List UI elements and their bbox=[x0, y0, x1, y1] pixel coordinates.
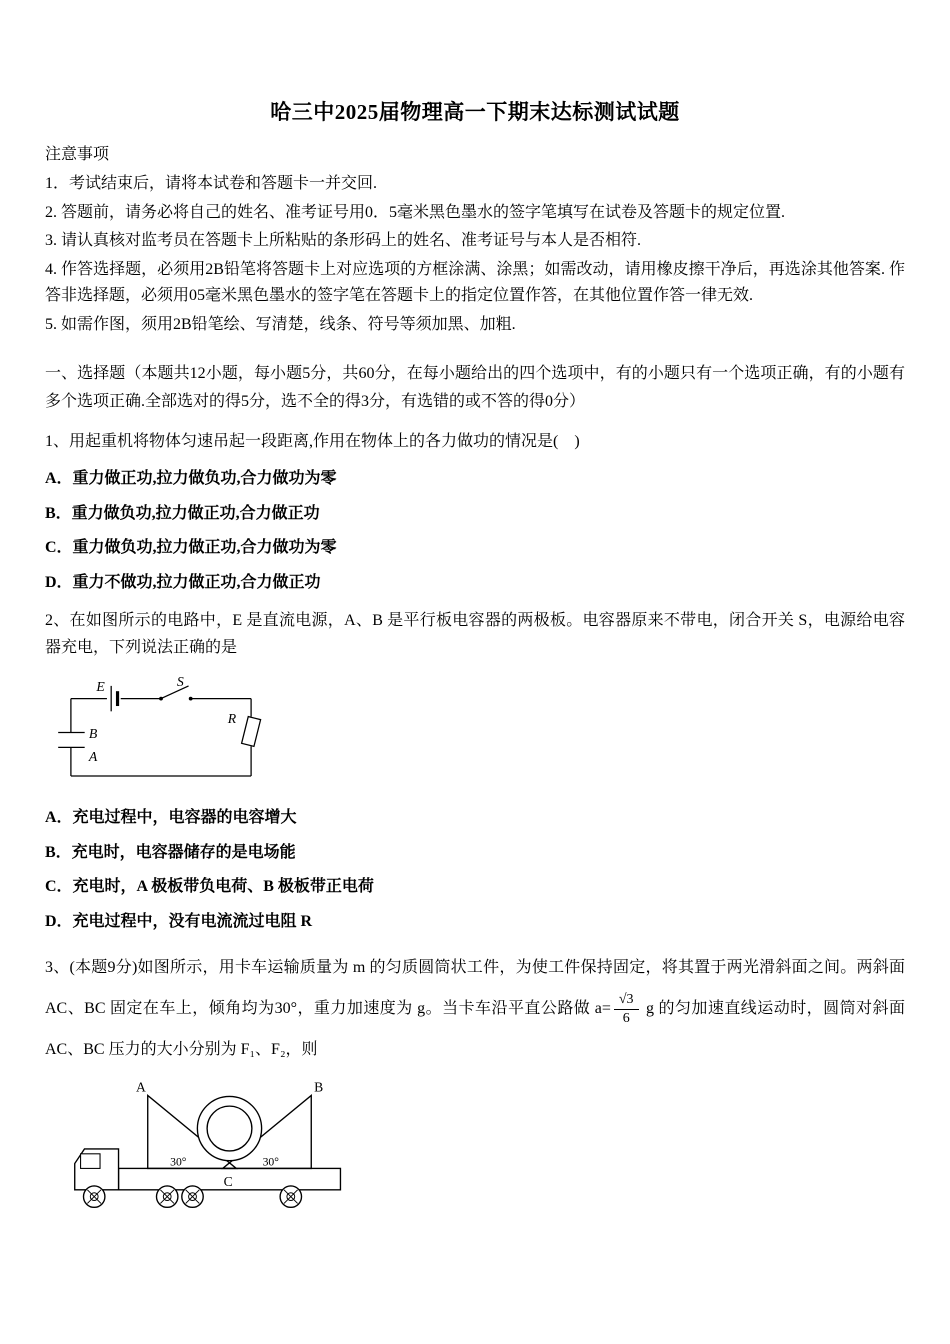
wheel bbox=[156, 1186, 177, 1207]
label-resistor-R: R bbox=[227, 710, 237, 726]
capacitor-icon bbox=[58, 732, 85, 747]
question-3-text-pre: 3、(本题9分)如图所示，用卡车运输质量为 m 的匀质圆筒状工件，为使工件保持固定，将其置于两光滑斜面之间。两斜面 AC、BC 固定在车上，倾角均为30°，重力加速度为 g。当卡车沿平直公路做 a= bbox=[45, 959, 905, 1018]
cylinder-inner bbox=[207, 1106, 252, 1151]
question-1-option-b: B．重力做负功,拉力做正功,合力做正功 bbox=[45, 504, 320, 522]
notice-item-5: 5. 如需作图，须用2B铅笔绘、写清楚，线条、符号等须加黑、加粗. bbox=[45, 316, 516, 334]
label-plate-B: B bbox=[88, 725, 98, 741]
question-1-option-a: A．重力做正功,拉力做负功,合力做功为零 bbox=[45, 470, 337, 488]
question-3-stem bbox=[45, 948, 905, 1070]
circuit-figure bbox=[55, 675, 905, 794]
resistor-icon bbox=[242, 717, 261, 747]
notice-item-3: 3. 请认真核对监考员在答题卡上所粘贴的条形码上的姓名、准考证号与本人是否相符. bbox=[45, 232, 642, 250]
question-3-text-post: g 的匀加速直线运动时，圆筒对斜面 AC、BC 压力的大小分别为 F₁、F₂，则 bbox=[45, 1000, 905, 1058]
notice-heading: 注意事项 bbox=[45, 146, 110, 163]
notice-section bbox=[45, 142, 905, 338]
battery-icon bbox=[111, 686, 117, 711]
notice-item-4: 4. 作答选择题，必须用2B铅笔将答题卡上对应选项的方框涂满、涂黑；如需改动，请用橡皮擦干净后，再选涂其他答案. 作答非选择题，必须用05毫米黑色墨水的签字笔在答题卡上的指定位置作答，在其他位置作答一律无效. bbox=[45, 261, 905, 305]
truck-figure bbox=[65, 1077, 905, 1222]
notice-item-1: 1．考试结束后，请将本试卷和答题卡一并交回. bbox=[45, 174, 378, 192]
question-1-stem: 1、用起重机将物体匀速吊起一段距离,作用在物体上的各力做功的情况是( ) bbox=[45, 433, 580, 451]
switch-node bbox=[189, 697, 193, 701]
label-apex-A: A bbox=[136, 1079, 146, 1095]
label-plate-A: A bbox=[88, 749, 98, 765]
wheel bbox=[83, 1186, 104, 1207]
wheel bbox=[182, 1186, 203, 1207]
question-2-option-c: C．充电时，A 极板带负电荷、B 极板带正电荷 bbox=[45, 878, 374, 896]
fraction-denominator: 6 bbox=[622, 1010, 630, 1026]
label-base-C: C bbox=[223, 1173, 233, 1189]
question-2-option-b: B．充电时，电容器储存的是电场能 bbox=[45, 843, 296, 861]
wheel bbox=[280, 1186, 301, 1207]
question-2-option-a: A．充电过程中，电容器的电容增大 bbox=[45, 808, 297, 826]
switch-node bbox=[159, 697, 163, 701]
page-title: 哈三中2025届物理高一下期末达标测试试题 bbox=[270, 100, 680, 124]
cab-window bbox=[81, 1154, 100, 1169]
question-2-stem: 2、在如图所示的电路中，E 是直流电源，A、B 是平行板电容器的两极板。电容器原来不带电，闭合开关 S，电源给电容器充电，下列说法正确的是 bbox=[45, 611, 905, 656]
label-switch-S: S bbox=[176, 674, 184, 689]
fraction-sqrt3-over-6 bbox=[614, 992, 639, 1027]
label-angle-right: 30° bbox=[262, 1155, 279, 1169]
fraction-numerator: √3 bbox=[614, 992, 639, 1010]
notice-item-2: 2. 答题前，请务必将自己的姓名、准考证号用0．5毫米黑色墨水的签字笔填写在试卷及答题卡的规定位置. bbox=[45, 203, 786, 221]
section-1-heading: 一、选择题（本题共12小题，每小题5分，共60分，在每小题给出的四个选项中，有的小题只有一个选项正确，有的小题有多个选项正确.全部选对的得5分，选不全的得3分，有选错的或不答的得0分） bbox=[45, 365, 905, 411]
switch-icon bbox=[161, 686, 189, 699]
truck-diagram bbox=[65, 1077, 357, 1217]
question-1-option-c: C．重力做负功,拉力做正功,合力做功为零 bbox=[45, 539, 337, 557]
label-battery-E: E bbox=[96, 679, 105, 695]
question-2-option-d: D．充电过程中，没有电流流过电阻 R bbox=[45, 912, 313, 930]
label-angle-left: 30° bbox=[170, 1155, 187, 1169]
label-apex-B: B bbox=[314, 1079, 324, 1095]
question-1-option-d: D．重力不做功,拉力做正功,合力做正功 bbox=[45, 574, 321, 591]
circuit-diagram bbox=[55, 675, 267, 789]
